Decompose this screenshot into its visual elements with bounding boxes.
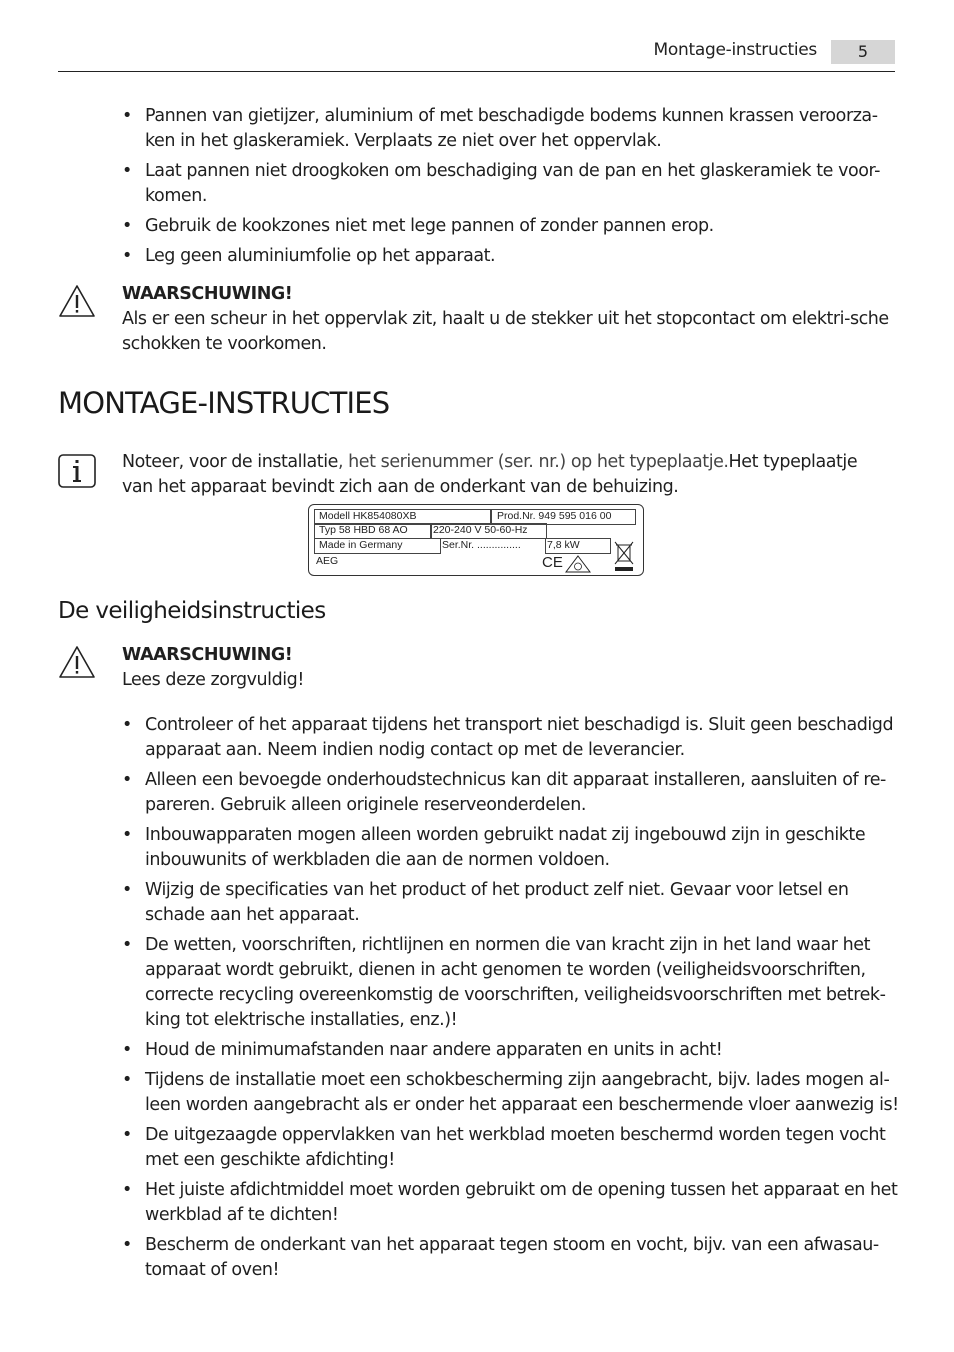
warning-text: Als er een scheur in het oppervlak zit, haalt u de stekker uit het stopcontact om elektri-sche schokken te voorkomen. [122,309,889,354]
warning-text: Lees deze zorgvuldig! [122,670,304,690]
list-item: • Wijzig de specificaties van het product of het product zelf niet. Gevaar voor letsel en schade aan het apparaat. [122,878,900,928]
warning-title: WAARSCHUWING! [122,284,293,304]
safety-mark-icon [565,555,591,573]
section-title: MONTAGE-INSTRUCTIES [58,386,390,420]
list-item: • Controleer of het apparaat tijdens het transport niet beschadigd is. Sluit geen beschadigd apparaat aan. Neem indien nodig contact op met de leverancier. [122,713,900,763]
list-item: • Bescherm de onderkant van het apparaat tegen stoom en vocht, bijv. van een afwasau-tomaat of oven! [122,1233,900,1283]
plate-made-in: Made in Germany [319,539,403,551]
plate-power: 7,8 kW [547,539,580,551]
plate-voltage: 220-240 V 50-60-Hz [433,524,528,536]
list-item: • Tijdens de installatie moet een schokbescherming zijn aangebracht, bijv. lades mogen al-leen worden aangebracht als er onder het apparaat een beschermende vloer aanwezig is! [122,1068,900,1118]
page-number: 5 [831,40,895,64]
warning-crack [122,282,897,357]
cookware-bullet-list [122,104,882,274]
list-item: • De wetten, voorschriften, richtlijnen en normen die van kracht zijn in het land waar het apparaat wordt gebruikt, dienen in acht genomen te worden (veiligheidsvoorschriften, correcte recycling overeenkomstig de voorschriften, veiligheidsvoorschriften met betrek-king tot elektrische installaties, enz.)! [122,933,900,1033]
installation-note [122,450,892,500]
plate-serial: Ser.Nr. ............... [442,539,521,551]
list-item: • De uitgezaagde oppervlakken van het werkblad moeten beschermd worden tegen vocht met een geschikte afdichting! [122,1123,900,1173]
warning-title: WAARSCHUWING! [122,645,293,665]
plate-brand: AEG [316,555,339,567]
safety-bullet-list [122,713,900,1288]
list-item: • Gebruik de kookzones niet met lege pannen of zonder pannen erop. [122,214,882,239]
info-icon [58,454,96,488]
running-header-title: Montage-instructies [653,40,817,60]
subsection-title: De veiligheidsinstructies [58,598,326,624]
plate-prod-nr: Prod.Nr. 949 595 016 00 [497,510,612,522]
list-item: • Houd de minimumafstanden naar andere apparaten en units in acht! [122,1038,900,1063]
list-item: • Inbouwapparaten mogen alleen worden gebruikt nadat zij ingebouwd zijn in geschikte inbouwunits of werkbladen die aan de normen voldoen. [122,823,900,873]
ce-mark: CE [542,554,563,571]
weee-bin-icon [613,540,635,572]
info-lead: Noteer, voor de installatie [122,452,338,472]
page-header [58,38,895,72]
warning-read-carefully [122,643,897,693]
list-item: • Alleen een bevoegde onderhoudstechnicus kan dit apparaat installeren, aansluiten of re-pareren. Gebruik alleen originele reserveonderdelen. [122,768,900,818]
list-item: • Het juiste afdichtmiddel moet worden gebruikt om de opening tussen het apparaat en het werkblad af te dichten! [122,1178,900,1228]
info-serial: , het serienummer (ser. nr.) op het typeplaatje. [337,452,729,472]
list-item: • Laat pannen niet droogkoken om beschadiging van de pan en het glaskeramiek te voor-komen. [122,159,882,209]
warning-triangle-icon [58,645,96,679]
plate-model: Modell HK854080XB [319,510,417,522]
rating-plate-image [308,504,644,576]
info-plate-location: Het typeplaatje van het apparaat bevindt zich aan de onderkant van de behuizing. [122,452,858,497]
list-item: • Leg geen aluminiumfolie op het apparaat. [122,244,882,269]
warning-triangle-icon [58,284,96,318]
list-item: • Pannen van gietijzer, aluminium of met beschadigde bodems kunnen krassen veroorza-ken in het glaskeramiek. Verplaats ze niet over het oppervlak. [122,104,882,154]
plate-type: Typ 58 HBD 68 AO [319,524,408,536]
